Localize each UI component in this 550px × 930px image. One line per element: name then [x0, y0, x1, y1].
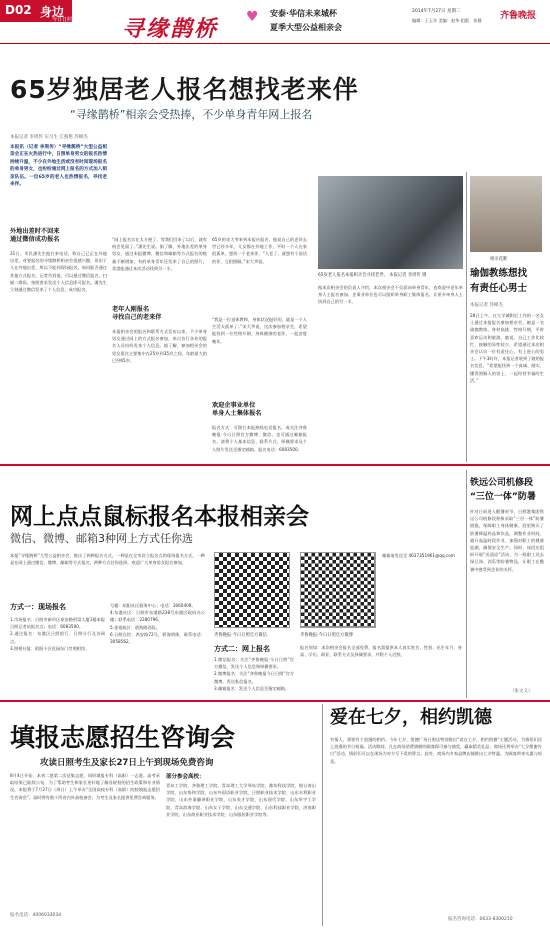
sidebar1-divider — [466, 172, 467, 462]
story3-venue-text: 青岛工学院、齐鲁理工学院、青岛理工大学琴岛学院、潍坊科技学院、烟台南山学院、山东协和学院、山东外国语职业学院、日照职业技术学院、山东水利职业学院、山东外事翻译职业学院、山东英才学院、山东现代学院、山东华宇工学院、青岛滨海学院、山东女子学院、山东交通学院、山东科技职业学院、济南职业学院、山东商业职业技术学院、山东服装职业学院等。 — [166, 783, 316, 817]
story1-col4: 65岁的宋大爷来到本报社报名，他说自己的老伴去世已经多年，儿女都在外地工作，平时一个人在家很孤单，想找一个老来伴，“人老了，就想有个说话的伴，互相照顾。”宋大爷说。 — [212, 237, 307, 264]
method1-title: 方式一：现场报名 — [10, 603, 66, 611]
email-line: 邮箱请发送至 4637351961@qq.com — [382, 553, 455, 558]
story4-divider — [322, 704, 323, 926]
method1b-text: 号楼：昭阳社区服务中心；电话：3060409。 4.东港社区：日照市东港路238号东港区政府办公楼；联系电话：2280796。 5.金祖航区：碧海路西段。 6.日照宾馆：鸿安路72号，碧海明珠，联系电话：3058562。 — [110, 603, 205, 645]
qr-weibo-caption: 齐鲁晚报·今日日照官方微博 — [300, 633, 353, 638]
story1-subhead-b: 老年人刚报名 寻找自己的老来伴 — [112, 306, 162, 321]
story1-subhead-c: 欢迎企事业单位 单身人士集体报名 — [212, 402, 262, 417]
banner-sub2: 夏季大型公益相亲会 — [270, 23, 342, 32]
issue-date: 2014年7月27日 星期二 — [412, 9, 461, 14]
banner-title: 寻缘鹊桥 — [122, 16, 219, 42]
paper-logo: 齐鲁晚报 — [500, 11, 537, 21]
story4-contact: 报名咨询电话：0633-8300210 — [448, 917, 513, 922]
method1-text: 1.市场报名：日照市新市区泰安路财富大厦1楼本报日照记者站报名点；电话：6083500。 2.通过报名：东港区日照银行、日照分行及各网点。 3.照相社报：昭阳小区花园东门旁照相馆。 — [10, 617, 105, 651]
story3-text: 8月4日开始，本省二批第二次征集志愿，同时填报专科（高职）一志愿。高考录取结果已陆续公布，为了帮助考生和家长更好地了解各院校的招生政策和专业情况，本报将于7月27日（周日）上午举办“全国高校专科（高职）院校填报志愿招生咨询会”。届时将有数十所省内外高校参会，为考生及家长提供免费咨询服务。 — [10, 773, 160, 800]
story1-photo-caption: 65岁老人报名本报相亲会寻找老伴。 本报记者 李周传 摄 — [318, 273, 427, 278]
story1-photo — [318, 176, 463, 269]
story1-col6: 据本次相亲会的负责人介绍，本次相亲会不仅面向单身青年，也欢迎中老年单身人士报名参加。企事业单位也可以组织单身职工集体报名，让更多单身人士找到自己的另一半。 — [318, 285, 463, 305]
section-code: D02 — [5, 3, 32, 17]
section-name: 身边 — [40, 5, 65, 19]
sidebar2-byline: （张文义） — [510, 689, 533, 694]
story3-subheadline: 攻读日照考生及家长27日上午到现场免费咨询 — [40, 758, 214, 768]
story1-lead: 本报讯（记者 李周传）“寻缘鹊桥”大型公益相亲会正在火热进行中，日照单身男女的报名热情持续升温，不少在外地生活或没有时间现场报名的单身男女，也纷纷通过网上报名的方式加入相亲队伍。一位65岁的老人也热情报名，寻找老来伴。 — [10, 145, 107, 188]
story1-byline: 本报记者 李周传 实习生 江燕艳 苏峰杰 — [10, 135, 88, 140]
story1-col3: 本报相亲会的报名和联系方式发布以来，不少单身男女通过网上的方式报名参加，来自各行各业的报名人员纷纷发来个人信息。据了解，参加相亲会的男女嘉宾主要集中在25岁到35岁之间，年龄最大的已经65岁。 — [112, 329, 207, 363]
banner-heart-icon: ♥ — [246, 9, 259, 25]
banner-sub1: 安泰·华信未来城杯 — [270, 9, 338, 18]
story1-col2: “网上报名实在太方便了，等我们回来了以后，就有机会见面了。”潘先生说。据了解，外地出差的单身男女，通过本报微博、微信和邮箱等方式报名的数量不断增加，有的单身青年还发来了自己的照片，希望能通过本次活动找到另一半。 — [112, 237, 207, 271]
sidebar1-photo-caption: 相亲花絮 — [490, 257, 508, 262]
section-divider-2 — [0, 700, 550, 702]
edition-tag: 今日日照 — [52, 17, 73, 23]
sidebar2-text: 针对日前进入酷暑时节，日照港集团铁远公司机修段积极采取“三位一体”防暑措施，保障职工身体健康。段里购买了防暑降温药品和饮品，调整作业时间，避开高温时段作业，加强对职工的健康监测，确保安全生产。同时，该段还组织开展“送清凉”活动，为一线职工送去绿豆汤、西瓜等防暑物品，让职工在酷暑中感受到企业的关怀。 — [470, 509, 544, 572]
story3-headline: 填报志愿招生咨询会 — [10, 723, 236, 752]
story4-headline: 爱在七夕，相约凯德 — [330, 707, 492, 728]
qr-wechat — [214, 552, 290, 628]
sidebar1-title: 瑜伽教练想找 有责任心男士 — [470, 268, 528, 294]
story2-subheadline: 微信、微博、邮箱3种网上方式任你选 — [10, 532, 193, 545]
section-divider — [0, 464, 550, 466]
story1-col5: “我是一位退休教师，身体状况挺好的，就是一个人生活太孤单了。”宋大爷说，这次参加相亲会，希望能找到一位性格开朗、身体健康的老伴，一起安度晚年。 — [212, 317, 307, 344]
method2-text: 1.微信报名：关注“齐鲁晚报·今日日照”官方微信，发送个人信息和择偶要求。 2.微博报名：关注“齐鲁晚报今日日照”官方微博，发送私信报名。 3.邮箱报名：发送个人信息至指定邮箱。 — [214, 657, 294, 691]
story1-col7: 报名方式：可拨打本报热线电话报名，或关注齐鲁晚报·今日日照官方微博、微信，也可通过邮箱报名，请将个人基本信息、联系方式、择偶要求及个人照片发送至指定邮箱。报名电话：6083500。 — [212, 425, 307, 452]
sidebar1-photo — [470, 176, 542, 252]
sidebar2-divider — [466, 470, 467, 698]
qr-wechat-caption: 齐鲁晚报·今日日照官方微信 — [214, 633, 267, 638]
editors-line: 编辑：王玉年 美编：赵华 组版：张静 — [412, 18, 482, 23]
story2-headline: 网上点点鼠标报名本报相亲会 — [10, 504, 309, 530]
qr-weibo — [300, 552, 376, 628]
sidebar1-text: 28日上午，在大学城附近工作的一名女士通过本报报名参加相亲会。她是一名瑜伽教练，身材高挑、性格开朗，平时喜欢运动和旅游。她说，自己工作比较忙，接触的异性较少，希望通过本次相亲会认识一位有责任心、有上进心的男士。下午3时许，本报记者收到了她的报名信息，“希望能找到一个真诚、踏实、懂得照顾人的男士，一起经营幸福的生活。” — [470, 313, 544, 383]
sidebar2-title: 铁远公司机修段 “三位一体”防暑 — [470, 478, 536, 502]
story3-hotline: 报名电话：4006033034 — [10, 913, 62, 918]
sidebar1-byline: 本报记者 苏峰杰 — [470, 303, 503, 308]
story1-subheadline: “寻缘鹊桥”相亲会受热捧，不少单身青年网上报名 — [70, 108, 313, 121]
story1-col1: 31日，市民潘先生他打来电话，称自己已正在外地出差，对要报名的寻缘鹊桥相亲会很感兴趣，但由于人在外地出差，所以不能到现场报名，询问能否通过其他方式报名。记者告诉他，可以通过微信报名，扫描二维码，按照要求发送个人信息即可报名。潘先生立刻通过微信发来了个人信息，成功报名。 — [10, 251, 107, 293]
story2-intro: 本报“寻缘鹊桥”大型公益相亲会，推出了两种报名方式，一种是在全市设立报名点的现场报名方式，一种是在网上通过微信、微博、邮箱等方式报名。两种方式任你选择，欢迎广大单身男女报名参加。 — [10, 553, 205, 566]
story4-text: 有情人，需要有个浪漫的相约。今年七夕，凯德广场日照店特别推出“爱在七夕，相约凯德”主题活动，为情侣们送上浪漫的节日祝福。活动期间，凡在商场消费满额的顾客即可参与抽奖，赢取精美礼品。商场还将举办“七夕甜蜜告白”活动，情侣们可以在现场为对方写下爱的誓言。此外，商场内多家品牌店铺推出七夕特惠，为顾客带来实惠与惊喜。 — [330, 737, 542, 764]
story1-headline: 65岁独居老人报名想找老来伴 — [10, 75, 359, 104]
story1-subhead-a: 外地出差时不回来 通过微信成功报名 — [10, 228, 60, 243]
story3-venue-title: 部分参会高校： — [166, 774, 205, 780]
method2-title: 方式二：网上报名 — [214, 645, 270, 653]
story2-notes: 报名须知：本次相亲会报名全部免费，报名需提供本人真实姓名、性别、出生年月、身高、学历、职业、联系方式及择偶要求，并附个人近照。 — [300, 645, 462, 658]
